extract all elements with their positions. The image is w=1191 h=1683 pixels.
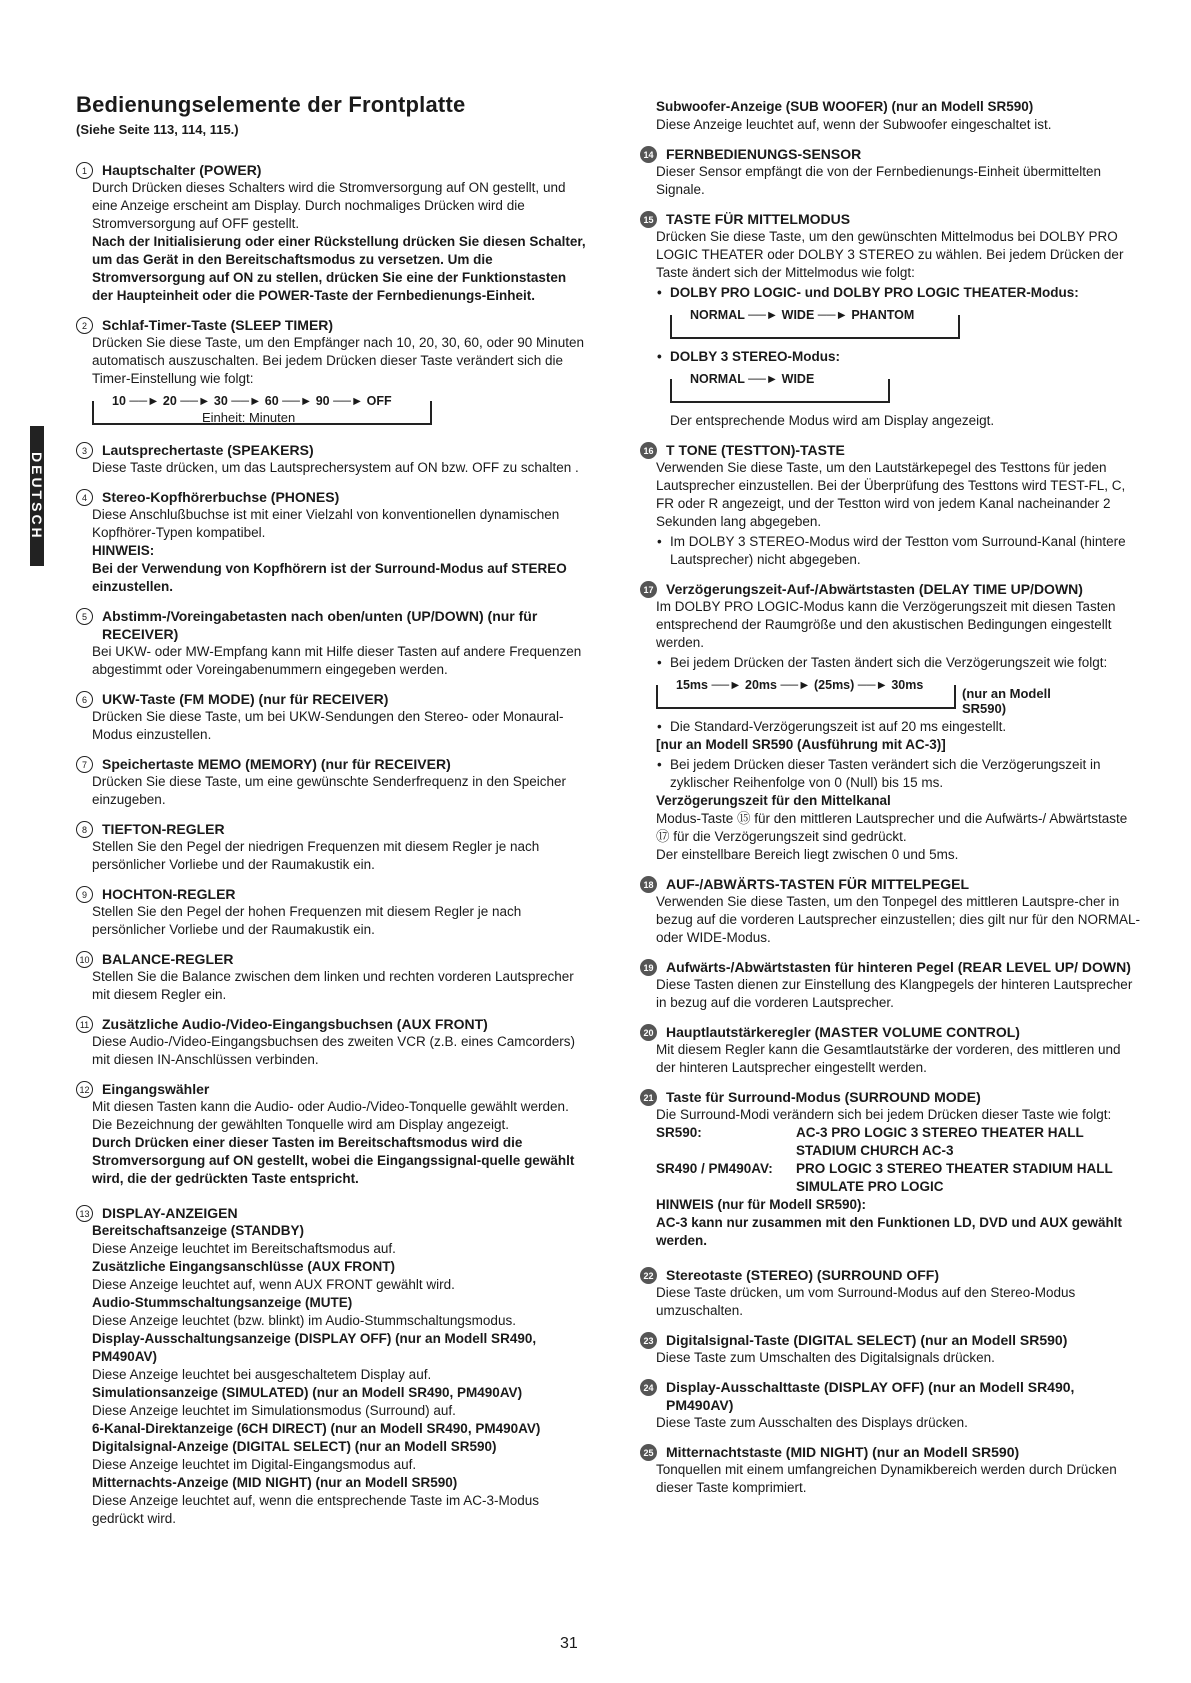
item-title: HOCHTON-REGLER [102,886,236,902]
item-title: Aufwärts-/Abwärtstasten für hinteren Pegel (REAR LEVEL UP/ DOWN) [666,959,1131,975]
item-text: Stellen Sie den Pegel der hohen Frequenzen mit diesem Regler je nach persönlicher Vorliebe und der Raumakustik ein. [92,904,522,937]
item-title: Zusätzliche Audio-/Video-Eingangsbuchsen (AUX FRONT) [102,1016,488,1032]
item-fm-mode [76,690,588,744]
cycle-note: (nur an Modell SR590) [962,686,1051,716]
item-speakers [76,441,588,477]
item-display-indicators [76,1204,588,1528]
cycle-sequence: NORMAL ──► WIDE [690,372,815,386]
model-label: SR590: [656,1125,702,1140]
center-delay-heading: Verzögerungszeit für den Mittelkanal [656,793,891,808]
cycle-sequence: NORMAL ──► WIDE ──► PHANTOM [690,308,915,322]
indicator-text: Diese Anzeige leuchtet im Simulationsmodus (Surround) auf. [92,1403,456,1418]
bullet: • Die Standard-Verzögerungszeit ist auf 20 ms eingestellt. [670,718,1142,736]
item-aux-front [76,1015,588,1069]
item-text: Der einstellbare Bereich liegt zwischen 0 und 5ms. [656,847,959,862]
item-input-selector [76,1080,588,1188]
mode-list: AC-3 PRO LOGIC 3 STEREO THEATER HALL STADIUM CHURCH AC-3 [796,1125,1084,1158]
item-title: TIEFTON-REGLER [102,821,225,837]
indicator-text: Diese Anzeige leuchtet (bzw. blinkt) im Audio-Stummschaltungsmodus. [92,1313,516,1328]
item-number: 8 [76,821,93,838]
indicator-heading: Subwoofer-Anzeige (SUB WOOFER) (nur an Modell SR590) [656,99,1034,114]
item-number: 23 [640,1332,657,1349]
indicator-heading: Mitternachts-Anzeige (MID NIGHT) (nur an Modell SR590) [92,1475,458,1490]
indicator-heading: Simulationsanzeige (SIMULATED) (nur an Modell SR490, PM490AV) [92,1385,523,1400]
note-text: Bei der Verwendung von Kopfhörern ist der Surround-Modus auf STEREO einzustellen. [92,561,567,594]
item-test-tone [640,441,1142,569]
item-text: Modus-Taste ⑮ für den mittleren Lautsprecher und die Aufwärts-/ Abwärtstaste ⑰ für die Verzögerungszeit sind gedrückt. [656,811,1128,844]
item-title: Schlaf-Timer-Taste (SLEEP TIMER) [102,317,334,333]
item-midnight [640,1443,1142,1497]
item-text: Diese Taste drücken, um vom Surround-Modus auf den Stereo-Modus umzuschalten. [656,1285,1076,1318]
bullet: • DOLBY 3 STEREO-Modus: [670,348,1142,366]
page-number: 31 [560,1635,578,1652]
item-number: 4 [76,489,93,506]
bullet: • Bei jedem Drücken der Tasten ändert sich die Verzögerungszeit wie folgt: [670,654,1142,672]
item-text: Diese Anschlußbuchse ist mit einer Vielzahl von konventionellen dynamischen Kopfhörer-Typen kompatibel. [92,507,560,540]
item-text: Der entsprechende Modus wird am Display angezeigt. [670,413,995,428]
indicator-heading: Zusätzliche Eingangsanschlüsse (AUX FRONT) [92,1259,396,1274]
item-text: Bei UKW- oder MW-Empfang kann mit Hilfe dieser Tasten auf andere Frequenzen abgestimmt oder Voreingabenummern eingegeben werden. [92,644,582,677]
note-heading: HINWEIS: [92,543,155,558]
item-number: 14 [640,146,657,163]
item-text: Verwenden Sie diese Tasten, um den Tonpegel des mittleren Lautspre-cher in bezug auf die vorderen Lautsprecher einzustellen; dies gilt nur für den NORMAL- oder WIDE-Modus. [656,894,1141,945]
item-text: Stellen Sie die Balance zwischen dem linken und rechten vorderen Lautsprecher mit diesem Regler ein. [92,969,574,1002]
item-number: 20 [640,1024,657,1041]
cycle-sequence: 15ms ──► 20ms ──► (25ms) ──► 30ms [676,678,924,692]
item-text: Stellen Sie den Pegel der niedrigen Frequenzen mit diesem Regler je nach persönlicher Vorliebe und der Raumakustik ein. [92,839,540,872]
delay-time-cycle [656,678,1096,716]
indicator-heading: Display-Ausschaltungsanzeige (DISPLAY OFF) (nur an Modell SR490, PM490AV) [92,1331,537,1364]
language-tab: DEUTSCH [30,426,44,566]
item-bold-text: Nach der Initialisierung oder einer Rückstellung drücken Sie diesen Schalter, um das Gerät in den Bereitschaftsmodus zu versetzen. Um die Stromversorgung auf ON zu stellen, drücken Sie eine der Funktionstasten der Haupteinheit oder die POWER-Taste der Fernbedienungs-Einheit. [92,234,586,303]
item-number: 3 [76,442,93,459]
page-subtitle: (Siehe Seite 113, 114, 115.) [76,122,239,137]
model-heading: [nur an Modell SR590 (Ausführung mit AC-3)] [656,737,946,752]
indicator-text: Diese Anzeige leuchtet bei ausgeschaltetem Display auf. [92,1367,432,1382]
model-label: SR490 / PM490AV: [656,1161,773,1176]
bullet: • Bei jedem Drücken dieser Tasten verändert sich die Verzögerungszeit in zyklischer Reihenfolge von 0 (Null) bis 15 ms. [670,756,1142,792]
item-stereo [640,1266,1142,1320]
item-number: 2 [76,317,93,334]
indicator-text: Diese Anzeige leuchtet auf, wenn AUX FRONT gewählt wird. [92,1277,455,1292]
item-number: 5 [76,608,93,625]
item-subwoofer-indicator [640,98,1142,134]
item-digital-select [640,1331,1142,1367]
item-title: Taste für Surround-Modus (SURROUND MODE) [666,1089,981,1105]
item-surround-mode [640,1088,1142,1250]
item-tuning-updown [76,607,588,679]
item-delay-time [640,580,1142,864]
item-number: 16 [640,442,657,459]
note-heading: HINWEIS (nur für Modell SR590): [656,1197,867,1212]
item-bass [76,820,588,874]
item-number: 13 [76,1205,93,1222]
item-title: T TONE (TESTTON)-TASTE [666,442,845,458]
item-number: 24 [640,1379,657,1396]
item-title: Digitalsignal-Taste (DIGITAL SELECT) (nur an Modell SR590) [666,1332,1068,1348]
item-text: Im DOLBY PRO LOGIC-Modus kann die Verzögerungszeit mit diesen Tasten entsprechend der Raumgröße und den akustischen Bedingungen eingestellt werden. [656,599,1116,650]
item-number: 17 [640,581,657,598]
item-number: 1 [76,162,93,179]
item-title: Display-Ausschalttaste (DISPLAY OFF) (nur an Modell SR490, PM490AV) [666,1379,1075,1413]
indicator-heading: Audio-Stummschaltungsanzeige (MUTE) [92,1295,353,1310]
bullet: • DOLBY PRO LOGIC- und DOLBY PRO LOGIC THEATER-Modus: [670,284,1142,302]
item-title: UKW-Taste (FM MODE) (nur für RECEIVER) [102,691,389,707]
item-memory [76,755,588,809]
item-text: Drücken Sie diese Taste, um den Empfänger nach 10, 20, 30, 60, oder 90 Minuten automatisch auszuschalten. Bei jedem Drücken dieser Taste verändert sich die Timer-Einstellung wie folgt: [92,335,585,386]
page-title: Bedienungselemente der Frontplatte [76,92,466,117]
indicator-heading: Digitalsignal-Anzeige (DIGITAL SELECT) (nur an Modell SR590) [92,1439,497,1454]
item-title: Hauptlautstärkeregler (MASTER VOLUME CONTROL) [666,1024,1020,1040]
item-number: 18 [640,876,657,893]
item-title: BALANCE-REGLER [102,951,234,967]
indicator-heading: 6-Kanal-Direktanzeige (6CH DIRECT) (nur an Modell SR490, PM490AV) [92,1421,541,1436]
item-title: FERNBEDIENUNGS-SENSOR [666,146,862,162]
item-center-level [640,875,1142,947]
item-title: Stereotaste (STEREO) (SURROUND OFF) [666,1267,940,1283]
item-title: TASTE FÜR MITTELMODUS [666,211,851,227]
indicator-heading: Bereitschaftsanzeige (STANDBY) [92,1223,305,1238]
bullet: • Im DOLBY 3 STEREO-Modus wird der Testton vom Surround-Kanal (hintere Lautsprecher) nicht abgegeben. [670,533,1142,569]
item-number: 7 [76,756,93,773]
item-title: Mitternachtstaste (MID NIGHT) (nur an Modell SR590) [666,1444,1020,1460]
item-text: Tonquellen mit einem umfangreichen Dynamikbereich werden durch Drücken dieser Taste komprimiert. [656,1462,1117,1495]
item-text: Die Surround-Modi verändern sich bei jedem Drücken dieser Taste wie folgt: [656,1107,1112,1122]
item-text: Diese Taste zum Ausschalten des Displays drücken. [656,1415,968,1430]
item-title: Abstimm-/Voreingabetasten nach oben/unten (UP/DOWN) (nur für RECEIVER) [102,608,538,642]
item-text: Verwenden Sie diese Taste, um den Lautstärkepegel des Testtons für jeden Lautsprecher einzustellen. Bei der Überprüfung des Testtons wird TEST-FL, C, FR oder R angezeigt, und der Testton wird von jedem Kanal nacheinander 2 Sekunden lang abgegeben. [656,460,1126,529]
item-power [76,161,588,305]
indicator-text: Diese Anzeige leuchtet im Digital-Eingangsmodus auf. [92,1457,417,1472]
item-number: 25 [640,1444,657,1461]
left-column [76,92,588,1539]
item-number: 22 [640,1267,657,1284]
item-title: AUF-/ABWÄRTS-TASTEN FÜR MITTELPEGEL [666,876,970,892]
item-number: 11 [76,1016,93,1033]
item-rear-level [640,958,1142,1012]
item-title: Hauptschalter (POWER) [102,162,262,178]
cycle-sequence: 10 ──► 20 ──► 30 ──► 60 ──► 90 ──► OFF [112,394,392,408]
item-text: Mit diesem Regler kann die Gesamtlautstärke der vorderen, des mittleren und der hinteren Lautsprecher eingestellt werden. [656,1042,1121,1075]
sleep-timer-cycle-diagram [92,394,432,430]
item-text: Drücken Sie diese Taste, um bei UKW-Sendungen den Stereo- oder Monaural-Modus einzustellen. [92,709,564,742]
item-title: Stereo-Kopfhörerbuchse (PHONES) [102,489,340,505]
item-remote-sensor [640,145,1142,199]
item-text: Dieser Sensor empfängt die von der Fernbedienungs-Einheit übermittelten Signale. [656,164,1102,197]
indicator-text: Diese Anzeige leuchtet auf, wenn der Subwoofer eingeschaltet ist. [656,117,1052,132]
center-mode-cycle-1 [670,308,960,338]
item-number: 12 [76,1081,93,1098]
item-title: Eingangswähler [102,1081,210,1097]
center-mode-cycle-2 [670,372,890,402]
item-text: Drücken Sie diese Taste, um eine gewünschte Senderfrequenz in den Speicher einzugeben. [92,774,567,807]
item-title: Lautsprechertaste (SPEAKERS) [102,442,314,458]
item-number: 19 [640,959,657,976]
item-treble [76,885,588,939]
item-text: Diese Taste drücken, um das Lautsprechersystem auf ON bzw. OFF zu schalten . [92,460,579,475]
item-phones [76,488,588,596]
item-number: 10 [76,951,93,968]
item-title: Speichertaste MEMO (MEMORY) (nur für RECEIVER) [102,756,451,772]
item-text: Drücken Sie diese Taste, um den gewünschten Mittelmodus bei DOLBY PRO LOGIC THEATER oder DOLBY 3 STEREO zu wählen. Bei jedem Drücken der Taste ändert sich der Mittelmodus wie folgt: [656,229,1124,280]
item-text: Diese Taste zum Umschalten des Digitalsignals drücken. [656,1350,995,1365]
right-column [640,98,1142,1508]
cycle-caption: Einheit: Minuten [202,410,296,425]
item-balance [76,950,588,1004]
note-text: AC-3 kann nur zusammen mit den Funktionen LD, DVD und AUX gewählt werden. [656,1215,1123,1248]
item-center-mode [640,210,1142,430]
item-number: 15 [640,211,657,228]
item-number: 21 [640,1089,657,1106]
item-title: DISPLAY-ANZEIGEN [102,1205,238,1221]
item-master-volume [640,1023,1142,1077]
mode-list: PRO LOGIC 3 STEREO THEATER STADIUM HALL SIMULATE PRO LOGIC [796,1161,1113,1194]
indicator-text: Diese Anzeige leuchtet auf, wenn die entsprechende Taste im AC-3-Modus gedrückt wird. [92,1493,540,1526]
item-text: Diese Audio-/Video-Eingangsbuchsen des zweiten VCR (z.B. eines Camcorders) mit diesen IN-Anschlüssen verbinden. [92,1034,575,1067]
item-text: Mit diesen Tasten kann die Audio- oder Audio-/Video-Tonquelle gewählt werden. Die Bezeichnung der gewählten Tonquelle wird am Display angezeigt. [92,1099,569,1132]
item-title: Verzögerungszeit-Auf-/Abwärtstasten (DELAY TIME UP/DOWN) [666,581,1083,597]
item-number: 6 [76,691,93,708]
item-display-off [640,1378,1142,1432]
indicator-text: Diese Anzeige leuchtet im Bereitschaftsmodus auf. [92,1241,396,1256]
item-bold-text: Durch Drücken einer dieser Tasten im Bereitschaftsmodus wird die Stromversorgung auf ON gestellt, wobei die Eingangssignal-quelle gewählt wird, die der gedrückten Taste entspricht. [92,1135,575,1186]
item-number: 9 [76,886,93,903]
item-sleep-timer [76,316,588,430]
item-text: Diese Tasten dienen zur Einstellung des Klangpegels der hinteren Lautsprecher in bezug auf die vorderen Lautsprecher. [656,977,1133,1010]
surround-mode-table [656,1124,1142,1196]
item-text: Durch Drücken dieses Schalters wird die Stromversorgung auf ON gestellt, und eine Anzeige erscheint am Display. Durch nochmaliges Drücken wird die Stromversorgung auf OFF gestellt. [92,180,566,231]
